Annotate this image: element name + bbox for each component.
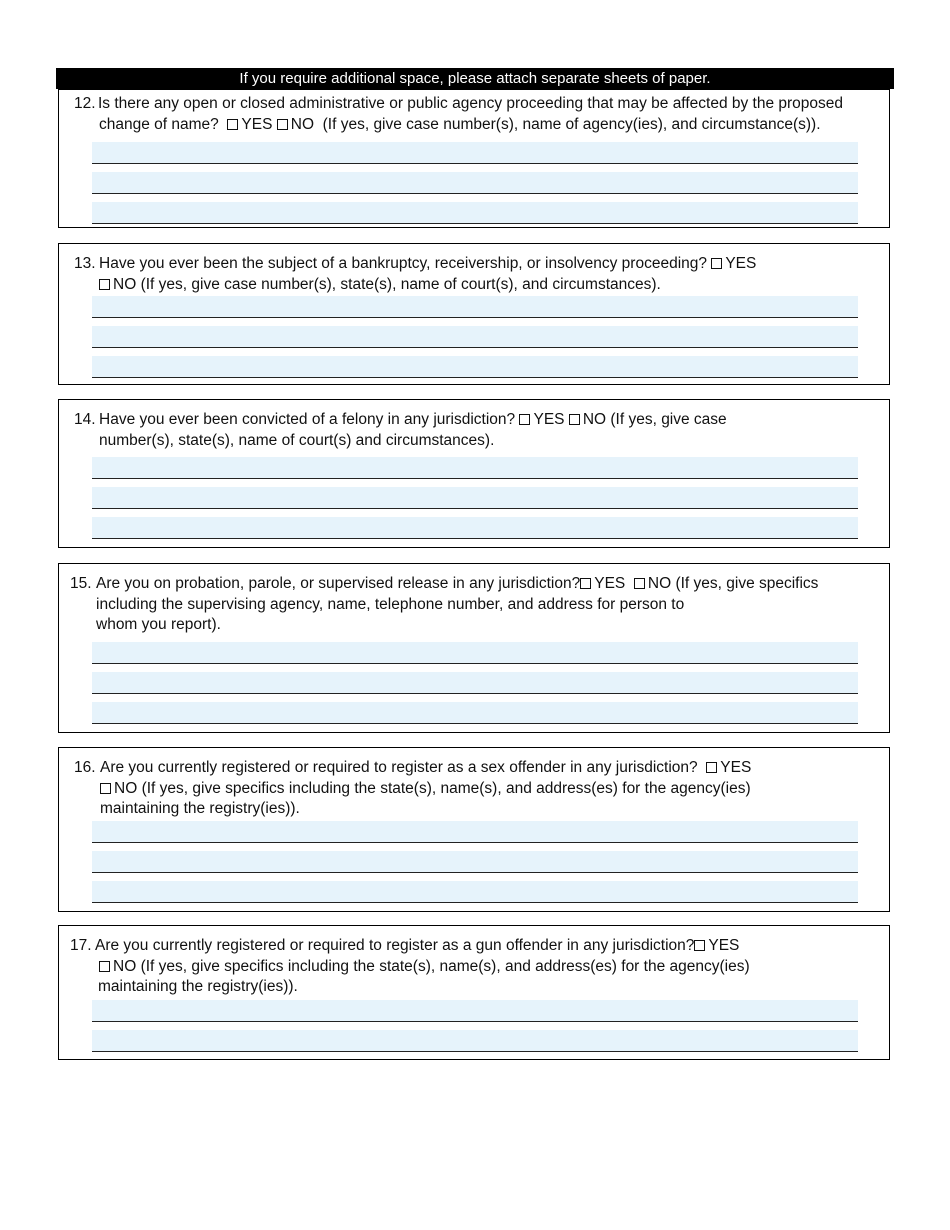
question-12-box: [58, 89, 890, 228]
answer-field[interactable]: [92, 672, 858, 694]
question-13-instructions: (If yes, give case number(s), state(s), name of court(s), and circumstances).: [140, 275, 661, 293]
yes-label: YES: [720, 759, 752, 776]
yes-checkbox[interactable]: [706, 762, 717, 773]
question-number: 14.: [74, 411, 96, 428]
answer-field[interactable]: [92, 296, 858, 318]
no-label: NO: [582, 411, 607, 428]
question-16-box: [58, 747, 890, 912]
question-number: 12.: [74, 95, 96, 112]
answer-field[interactable]: [92, 487, 858, 509]
answer-field[interactable]: [92, 457, 858, 479]
question-12-line1: Is there any open or closed administrative or public agency proceeding that may be affected by the proposed: [98, 95, 844, 112]
answer-field[interactable]: [92, 881, 858, 903]
additional-space-banner: If you require additional space, please attach separate sheets of paper.: [56, 68, 894, 89]
question-13-box: [58, 243, 890, 385]
yes-checkbox[interactable]: [711, 258, 722, 269]
no-label: NO: [647, 575, 672, 592]
no-checkbox[interactable]: [100, 783, 111, 794]
question-17-line1: Are you currently registered or required to register as a gun offender in any jurisdiction?: [95, 937, 695, 954]
yes-label: YES: [708, 937, 740, 954]
yes-checkbox[interactable]: [519, 414, 530, 425]
question-17-box: [58, 925, 890, 1060]
question-15-box: [58, 563, 890, 733]
question-15-instructions: (If yes, give specifics: [675, 575, 819, 592]
yes-label: YES: [725, 255, 757, 272]
answer-field[interactable]: [92, 172, 858, 194]
no-checkbox[interactable]: [99, 961, 110, 972]
no-checkbox[interactable]: [634, 578, 645, 589]
question-number: 17.: [70, 937, 92, 954]
question-17-line3: maintaining the registry(ies)).: [98, 978, 298, 995]
question-14-line1: Have you ever been convicted of a felony in any jurisdiction?: [99, 411, 516, 428]
yes-checkbox[interactable]: [694, 940, 705, 951]
yes-label: YES: [533, 411, 565, 428]
answer-field[interactable]: [92, 517, 858, 539]
question-13-line1: Have you ever been the subject of a bankruptcy, receivership, or insolvency proceeding?: [99, 255, 708, 272]
question-12-instructions: (If yes, give case number(s), name of agency(ies), and circumstance(s)).: [322, 115, 821, 133]
question-14-box: [58, 399, 890, 548]
question-number: 15.: [70, 575, 92, 592]
yes-checkbox[interactable]: [227, 119, 238, 130]
answer-field[interactable]: [92, 326, 858, 348]
answer-field[interactable]: [92, 356, 858, 378]
answer-field[interactable]: [92, 851, 858, 873]
question-number: 13.: [74, 255, 96, 272]
question-15-line2: including the supervising agency, name, telephone number, and address for person to: [96, 595, 685, 613]
no-label: NO: [114, 779, 138, 797]
question-14-instructions: (If yes, give case: [610, 411, 727, 428]
answer-field[interactable]: [92, 1030, 858, 1052]
question-16-line3: maintaining the registry(ies)).: [100, 800, 300, 817]
no-checkbox[interactable]: [277, 119, 288, 130]
question-17-instructions: (If yes, give specifics including the state(s), name(s), and address(es) for the agency(ies): [140, 957, 750, 975]
question-16-line1: Are you currently registered or required to register as a sex offender in any jurisdiction?: [100, 759, 698, 776]
question-number: 16.: [74, 759, 96, 776]
answer-field[interactable]: [92, 821, 858, 843]
question-12-line2: change of name?: [99, 115, 219, 133]
question-15-line3: whom you report).: [96, 616, 221, 633]
question-14-line2: number(s), state(s), name of court(s) and circumstances).: [99, 431, 495, 449]
question-15-line1: Are you on probation, parole, or supervised release in any jurisdiction?: [96, 575, 581, 592]
no-label: NO: [113, 957, 137, 975]
answer-field[interactable]: [92, 642, 858, 664]
yes-label: YES: [241, 115, 273, 133]
no-label: NO: [290, 115, 314, 133]
answer-field[interactable]: [92, 1000, 858, 1022]
answer-field[interactable]: [92, 202, 858, 224]
no-checkbox[interactable]: [99, 279, 110, 290]
answer-field[interactable]: [92, 142, 858, 164]
answer-field[interactable]: [92, 702, 858, 724]
yes-label: YES: [594, 575, 626, 592]
no-checkbox[interactable]: [569, 414, 580, 425]
yes-checkbox[interactable]: [580, 578, 591, 589]
question-16-instructions: (If yes, give specifics including the state(s), name(s), and address(es) for the agency(ies): [141, 779, 751, 797]
no-label: NO: [113, 275, 137, 293]
